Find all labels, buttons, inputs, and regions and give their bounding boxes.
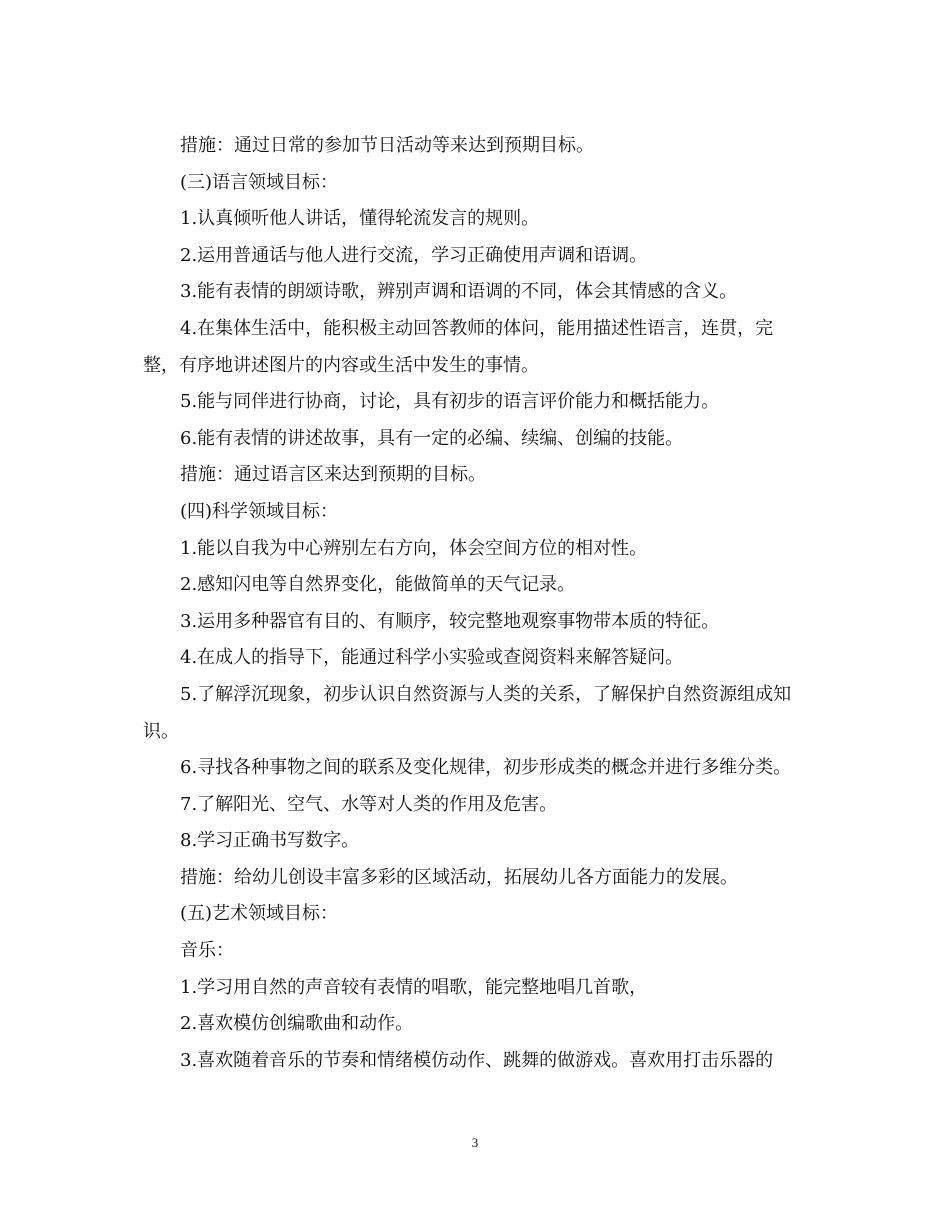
section-heading-science: (四)科学领域目标： [180, 500, 339, 522]
paragraph: 3.喜欢随着音乐的节奏和情绪模仿动作、跳舞的做游戏。喜欢用打击乐器的 [180, 1049, 774, 1071]
paragraph: 3.能有表情的朗颂诗歌，辨别声调和语调的不同，体会其情感的含义。 [180, 281, 738, 303]
paragraph: 1.能以自我为中心辨别左右方向，体会空间方位的相对性。 [180, 537, 648, 559]
paragraph: 1.认真倾听他人讲话，懂得轮流发言的规则。 [180, 208, 540, 230]
paragraph: 2.喜欢模仿创编歌曲和动作。 [180, 1013, 414, 1035]
paragraph: 措施：给幼儿创设丰富多彩的区域活动，拓展幼儿各方面能力的发展。 [180, 866, 738, 888]
paragraph: 措施：通过语言区来达到预期的目标。 [180, 464, 486, 486]
paragraph: 2.运用普通话与他人进行交流，学习正确使用声调和语调。 [180, 244, 648, 266]
section-heading-language: (三)语言领域目标： [180, 171, 339, 193]
paragraph: 6.寻找各种事物之间的联系及变化规律，初步形成类的概念并进行多维分类。 [180, 757, 792, 779]
paragraph: 2.感知闪电等自然界变化，能做简单的天气记录。 [180, 574, 576, 596]
document-body [143, 128, 808, 1079]
paragraph: 5.能与同伴进行协商，讨论，具有初步的语言评价能力和概括能力。 [180, 391, 720, 413]
paragraph: 5.了解浮沉现象，初步认识自然资源与人类的关系，了解保护自然资源组成知识。 [143, 683, 792, 742]
paragraph: 7.了解阳光、空气、水等对人类的作用及危害。 [180, 793, 558, 815]
paragraph: 3.运用多种器官有目的、有顺序，较完整地观察事物带本质的特征。 [180, 610, 720, 632]
subheading-music: 音乐： [180, 940, 234, 962]
paragraph: 措施：通过日常的参加节日活动等来达到预期目标。 [180, 135, 594, 156]
page-number: 3 [471, 1135, 479, 1150]
paragraph: 1.学习用自然的声音较有表情的唱歌，能完整地唱几首歌， [180, 976, 648, 998]
paragraph: 4.在集体生活中，能积极主动回答教师的体问，能用描述性语言，连贯，完整，有序地讲述图片的内容或生活中发生的事情。 [143, 317, 774, 376]
paragraph: 8.学习正确书写数字。 [180, 830, 360, 852]
section-heading-art: (五)艺术领域目标： [180, 903, 339, 925]
paragraph: 6.能有表情的讲述故事，具有一定的必编、续编、创编的技能。 [180, 427, 684, 449]
paragraph: 4.在成人的指导下，能通过科学小实验或查阅资料来解答疑问。 [180, 647, 684, 669]
